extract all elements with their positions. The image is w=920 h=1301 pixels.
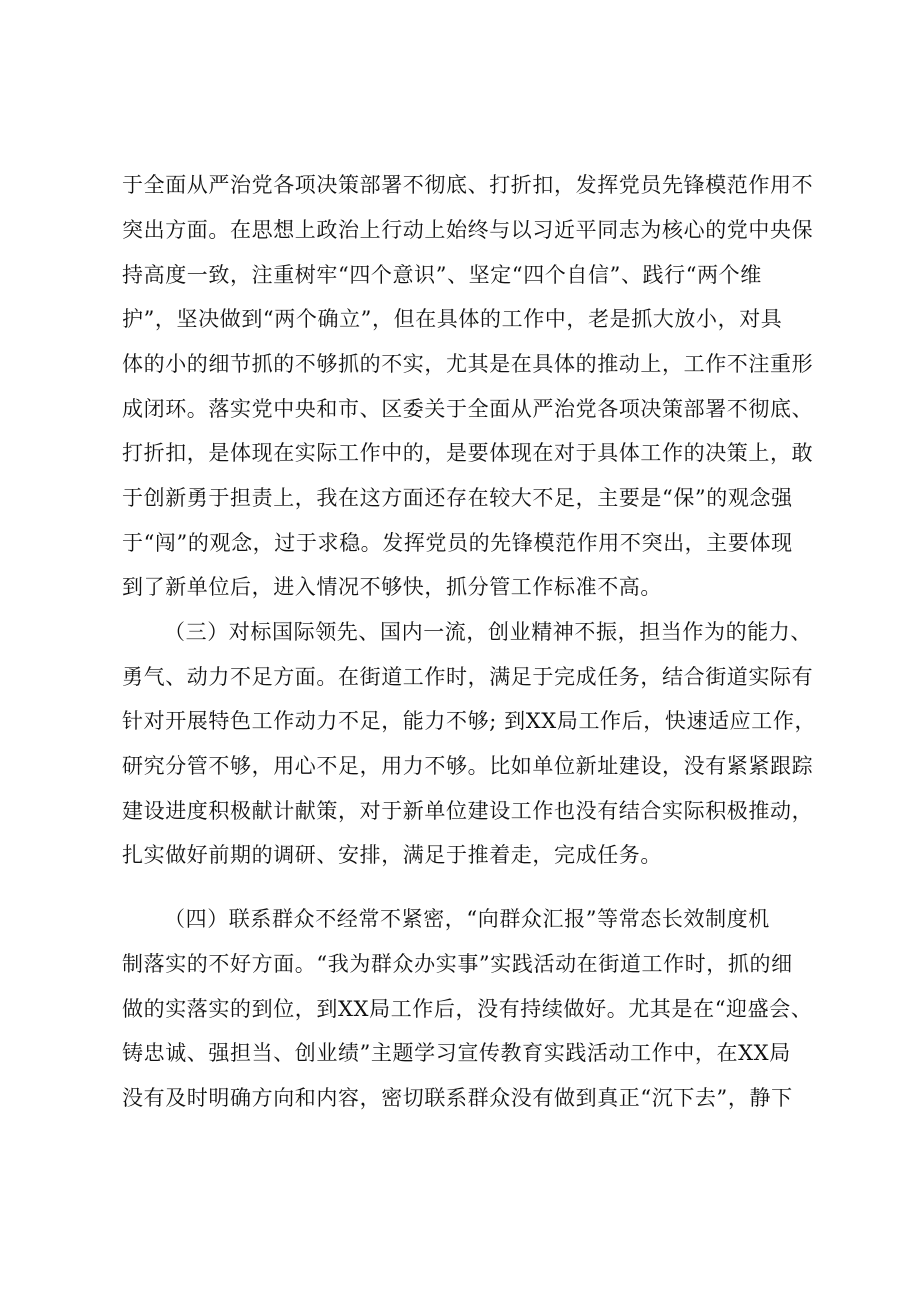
text-line: 于创新勇于担责上，我在这方面还存在较大不足，主要是“保”的观念强 (122, 486, 793, 510)
text-line: 做的实落实的到位，到XX局工作后，没有持续做好。尤其是在“迎盛会、 (122, 997, 813, 1021)
text-line: 体的小的细节抓的不够抓的不实，尤其是在具体的推动上，工作不注重形 (122, 352, 814, 376)
text-line: 扎实做好前期的调研、安排，满足于推着走，完成任务。 (122, 843, 662, 867)
text-line: 持高度一致，注重树牢“四个意识”、坚定“四个自信”、践行“两个维 (122, 263, 762, 287)
text-line: 打折扣，是体现在实际工作中的，是要体现在对于具体工作的决策上，敢 (122, 441, 814, 465)
text-line: 铸忠诚、强担当、创业绩”主题学习宣传教育实践活动工作中，在XX局 (122, 1041, 791, 1065)
text-line: 研究分管不够，用心不足，用力不够。比如单位新址建设，没有紧紧跟踪 (122, 754, 814, 778)
text-line: 于全面从严治党各项决策部署不彻底、打折扣，发挥党员先锋模范作用不 (122, 173, 814, 197)
text-line: 没有及时明确方向和内容，密切联系群众没有做到真正“沉下去”，静下 (122, 1086, 793, 1110)
text-line: 建设进度积极献计献策，对于新单位建设工作也没有结合实际积极推动， (122, 799, 814, 823)
text-line: 于“闯”的观念，过于求稳。发挥党员的先锋模范作用不突出，主要体现 (122, 531, 793, 555)
text-line: 勇气、动力不足方面。在街道工作时，满足于完成任务，结合街道实际有 (122, 665, 814, 689)
text-line: 针对开展特色工作动力不足，能力不够; 到XX局工作后，快速适应工作， (122, 709, 817, 733)
text-line: 到了新单位后，进入情况不够快，抓分管工作标准不高。 (122, 575, 662, 599)
section-heading-line: （三）对标国际领先、国内一流，创业精神不振，担当作为的能力、 (164, 620, 812, 644)
text-line: 护”，坚决做到“两个确立”，但在具体的工作中，老是抓大放小，对具 (122, 307, 783, 331)
text-line: 突出方面。在思想上政治上行动上始终与以习近平同志为核心的党中央保 (122, 218, 814, 242)
section-heading-line: （四）联系群众不经常不紧密，“向群众汇报”等常态长效制度机 (164, 907, 770, 931)
text-line: 制落实的不好方面。“我为群众办实事”实践活动在街道工作时，抓的细 (122, 952, 793, 976)
text-line: 成闭环。落实党中央和市、区委关于全面从严治党各项决策部署不彻底、 (122, 397, 814, 421)
